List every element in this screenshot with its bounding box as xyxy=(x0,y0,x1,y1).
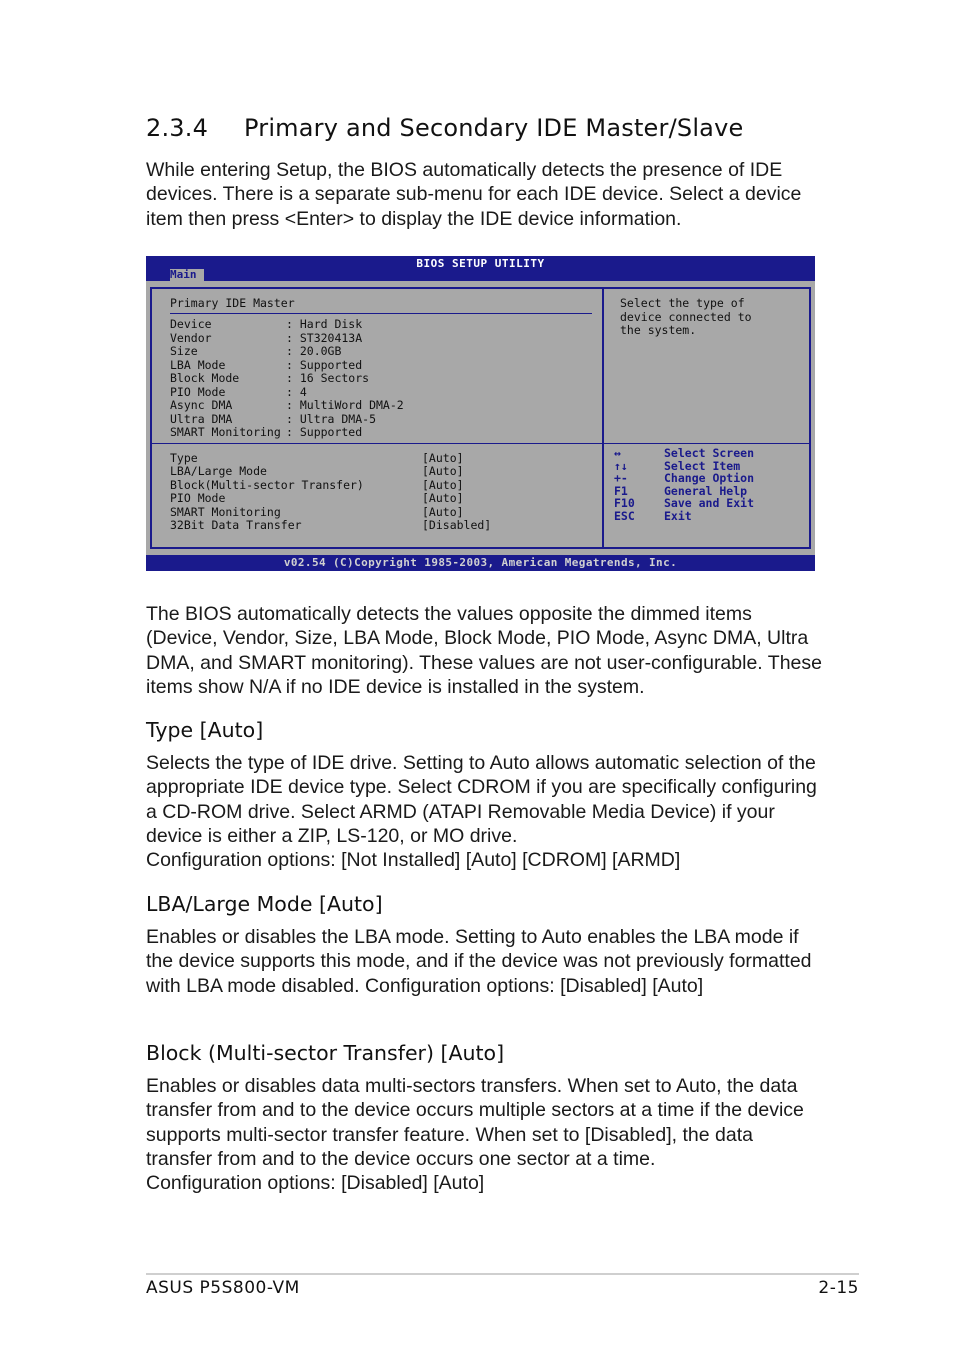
bios-setting-label[interactable]: SMART Monitoring xyxy=(170,504,281,519)
bios-info-value: : 16 Sectors xyxy=(286,371,370,385)
bios-info-label: Size xyxy=(170,344,198,358)
bios-help-text: Select the type of device connected to the system. xyxy=(620,296,752,337)
bios-key-description: Select Screen xyxy=(664,446,755,460)
bios-main-panel xyxy=(150,287,604,549)
auto-detect-paragraph: The BIOS automatically detects the values opposite the dimmed items (Device, Vendor, Size, LBA Mode, Block Mode, PIO Mode, Async DMA, Ultra DMA, and SMART monitoring). These values are not user-configurable. These items show N/A if no IDE device is installed in the system. xyxy=(146,603,822,698)
bios-help-panel xyxy=(602,287,811,549)
section-number: 2.3.4 xyxy=(146,114,209,142)
bios-panel-title: Primary IDE Master xyxy=(170,296,295,310)
bios-title-bar xyxy=(146,256,815,281)
bios-title: BIOS SETUP UTILITY xyxy=(416,257,545,270)
bios-info-value: : MultiWord DMA-2 xyxy=(286,398,404,412)
bios-setting-value[interactable]: [Auto] xyxy=(422,491,464,506)
bios-setting-label[interactable]: 32Bit Data Transfer xyxy=(170,518,302,532)
bios-info-value: : 4 xyxy=(286,384,307,399)
section-intro: While entering Setup, the BIOS automatically detects the presence of IDE devices. There is a separate sub-menu for each IDE device. Select a device item then press <Enter> to display the IDE device information. xyxy=(146,159,802,230)
bios-key-description: General Help xyxy=(664,483,748,498)
bios-setting-label[interactable]: Type xyxy=(170,451,198,465)
type-body: Selects the type of IDE drive. Setting to Auto allows automatic selection of the appropriate IDE device type. Select CDROM if you are specifically configuring a CD-ROM drive. Select ARMD (ATAPI Removable Media Device) if your device is either a ZIP, LS-120, or MO drive. xyxy=(146,752,817,847)
bios-info-value: : Supported xyxy=(286,425,363,439)
block-heading: Block (Multi-sector Transfer) [Auto] xyxy=(146,1041,505,1065)
bios-key: ↔ xyxy=(614,446,621,460)
bios-setting-label[interactable]: PIO Mode xyxy=(170,491,226,506)
bios-info-value: : Supported xyxy=(286,357,363,372)
bios-info-value: : ST320413A xyxy=(286,330,363,345)
block-body: Enables or disables data multi-sectors transfers. When set to Auto, the data transfer from and to the device occurs multiple sectors at a time if the device supports multi-sector transfer feature. When set to [Disabled], the data transfer from and to the device occurs one sector at a time. xyxy=(146,1075,804,1170)
type-options: Configuration options: [Not Installed] [Auto] [CDROM] [ARMD] xyxy=(146,849,681,871)
bios-panel-rule xyxy=(170,313,592,314)
bios-setting-value[interactable]: [Auto] xyxy=(422,504,464,519)
bios-key-description: Select Item xyxy=(664,458,741,473)
section-title: Primary and Secondary IDE Master/Slave xyxy=(244,114,744,142)
bios-panel-separator xyxy=(152,443,602,444)
lba-body: Enables or disables the LBA mode. Setting to Auto enables the LBA mode if the device supports this mode, and if the device was not previously formatted with LBA mode disabled. Configuration options: [Disabled] [Auto] xyxy=(146,926,812,997)
bios-key: F1 xyxy=(614,483,628,498)
bios-screenshot xyxy=(146,256,815,571)
lba-heading: LBA/Large Mode [Auto] xyxy=(146,892,383,916)
bios-info-value: : Hard Disk xyxy=(286,317,363,331)
bios-info-label: Ultra DMA xyxy=(170,411,233,426)
bios-info-label: Device xyxy=(170,317,212,331)
bios-key-description: Exit xyxy=(664,509,692,523)
section-heading xyxy=(146,114,743,142)
bios-info-value: : Ultra DMA-5 xyxy=(286,411,377,426)
bios-key-description: Save and Exit xyxy=(664,496,755,511)
bios-info-value: : 20.0GB xyxy=(286,344,342,358)
bios-help-separator xyxy=(604,443,809,444)
bios-setting-value[interactable]: [Auto] xyxy=(422,451,464,465)
bios-key: ESC xyxy=(614,509,635,523)
bios-setting-label[interactable]: Block(Multi-sector Transfer) xyxy=(170,477,364,492)
bios-setting-value[interactable]: [Disabled] xyxy=(422,518,492,532)
bios-key: F10 xyxy=(614,496,635,511)
bios-setting-value[interactable]: [Auto] xyxy=(422,477,464,492)
bios-info-label: Vendor xyxy=(170,330,212,345)
bios-info-label: PIO Mode xyxy=(170,384,226,399)
bios-footer-bar xyxy=(146,555,815,571)
bios-tab-main[interactable]: Main xyxy=(170,269,204,281)
bios-key: +- xyxy=(614,471,628,486)
bios-info-label: SMART Monitoring xyxy=(170,425,281,439)
bios-setting-value[interactable]: [Auto] xyxy=(422,464,464,479)
bios-info-label: LBA Mode xyxy=(170,357,226,372)
bios-key-description: Change Option xyxy=(664,471,755,486)
footer-product: ASUS P5S800-VM xyxy=(146,1278,300,1298)
block-options: Configuration options: [Disabled] [Auto] xyxy=(146,1172,485,1194)
footer-page-number: 2-15 xyxy=(818,1278,859,1298)
bios-info-label: Async DMA xyxy=(170,398,233,412)
footer-rule xyxy=(146,1273,859,1275)
bios-copyright: v02.54 (C)Copyright 1985-2003, American Megatrends, Inc. xyxy=(283,556,678,569)
bios-key: ↑↓ xyxy=(614,458,628,473)
bios-setting-label[interactable]: LBA/Large Mode xyxy=(170,464,267,479)
bios-info-label: Block Mode xyxy=(170,371,240,385)
type-heading: Type [Auto] xyxy=(146,718,264,742)
